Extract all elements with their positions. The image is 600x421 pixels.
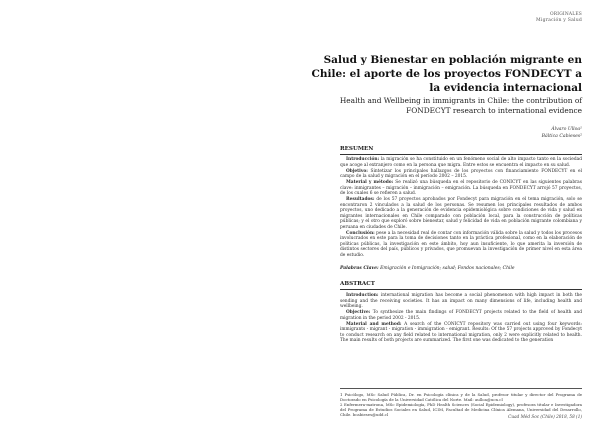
keywords-label: Palabras Clave: [340,266,379,271]
resumen-resultados [340,197,582,230]
abstract-method-label: Material and method: [346,321,402,327]
abstract-intro-label: Introduction: [346,293,379,298]
author-list [542,126,582,140]
footnote-divider [340,388,582,389]
abstract-objective [340,310,582,321]
footnote-1: 1 Psicólogo, MSc Salud Pública, Dr. en Psicología clínica y de la Salud, profesor titular y director del Programa de Doctorado en Psicología de la Universidad Católica del Norte. Mail: aulloa@ucn.cl [340,392,582,402]
resumen-conclusion [340,231,582,259]
abstract-body [340,293,582,344]
abstract-intro [340,293,582,310]
keywords-text: Emigración e Inmigración; salud; Fondos nacionales; Chile [378,266,515,271]
resumen-resultados-text: de los 57 proyectos aprobados por Fondecyt para migración en el tema migración, solo se encontraron 2 vinculados a la salud de los personas. Se resumen los principales resultados de ambos proyectos, uno dedicado a la generación de evidencia epidemiológica sobre condiciones de vida y salud en migrantes internacionales en Chile comparado con población local, para la construcción de políticas públicas; y el otro que exploró sobre bienestar, salud y felicidad de vida en población migrante colombiana y peruana en ciudades de Chile. [340,197,582,230]
paper-subtitle: Health and Wellbeing in immigrants in Chile: the contribution of FONDECYT research to international evidence [339,96,582,115]
abstract-intro-text: international migration has become a social phenomenon with high impact in both the sending and the receiving societies. It has an impact on many dimensions of life, including health and wellbeing. [340,293,582,309]
resumen-material [340,180,582,197]
resumen-heading: RESUMEN [340,146,582,155]
resumen-conclusion-text: pese a la necesidad real de contar con información válida sobre la salud y todos los procesos involucrados en este para la toma de decisiones tanto en la práctica profesional, como en la elaboración de políticas públicas, la investigación en este ámbito, hoy aun insuficiente, lo que amerita la inversión de distintos sectores del país, públicos y privados, que promuevan la investigación de primer nivel en esta área de estudio. [340,230,582,258]
abstract-method-text: A search of the CONICYT repository was carried out using four keywords: immigrants - migrant - migration - immigration - emigrant. Results: Of the 57 projects approved by Fondecyt to conduct research on any field related to international migration, only 2 were explicitly related to health. The main results of both projects are summarized. The first one was dedicated to the generation [340,321,582,344]
resumen-material-text: Se realizó una búsqueda en el repositorio de CONICYT en las siguientes palabras clave: inmigrantes – migración – inmigración – emigración. La búsqueda en FONDECYT arrojó 57 proyectos, de los cuales 6 se refieren a salud. [340,180,582,197]
author-1: Álvaro Ulloa¹ [551,127,582,132]
resumen-body [340,157,582,259]
footnote-2: 2 Enfermera-matrona, MSc Epidemiología, PhD Health Sciences (Social Epidemiology), profesora titular e Investigadora del Programa de Estudios Sociales en Salud, ICIM, Facultad de Medicina Clínica Alemana, Universidad del Desarrollo, Chile. bcabieses@udd.cl [340,402,582,417]
abstract-heading: ABSTRACT [340,281,582,290]
paper-title: Salud y Bienestar en población migrante en Chile: el aporte de los proyectos FONDECYT a la evidencia internacional [311,54,582,94]
resumen-intro-text: la migración se ha constituido en un fenómeno social de alto impacto tanto en la sociedad que acoge al extranjero como en la persona que migra. Entre estos se encuentra el impacto en su salud. [340,157,582,168]
resumen-intro-label: Introducción: [346,157,380,162]
keywords-line [340,266,582,272]
header-section-name: Migración y Salud [536,18,582,23]
header-kind: ORIGINALES [549,12,582,17]
journal-citation: Cuad Méd Soc (Chile) 2018, 58 (1) [508,414,582,419]
resumen-material-label: Material y método: [346,180,394,186]
abstract-objective-text: To synthesize the main findings of FONDECYT projects related to the field of health and migration in the period 2002 - 2015. [340,310,582,321]
resumen-resultados-label: Resultados: [346,197,375,203]
abstract-objective-label: Objective: [346,310,371,316]
resumen-conclusion-label: Conclusión: [346,230,375,236]
author-2: Báltica Cabieses² [541,134,582,139]
abstract-method [340,322,582,344]
resumen-objetivo-text: Sintetizar los principales hallazgos de los proyectos con financiamiento FONDECYT en el campo de la salud y migración en el período 2002 – 2015. [340,168,582,180]
resumen-intro [340,157,582,168]
resumen-objetivo [340,169,582,180]
running-header [536,12,582,24]
resumen-objetivo-label: Objetivo: [346,168,368,174]
